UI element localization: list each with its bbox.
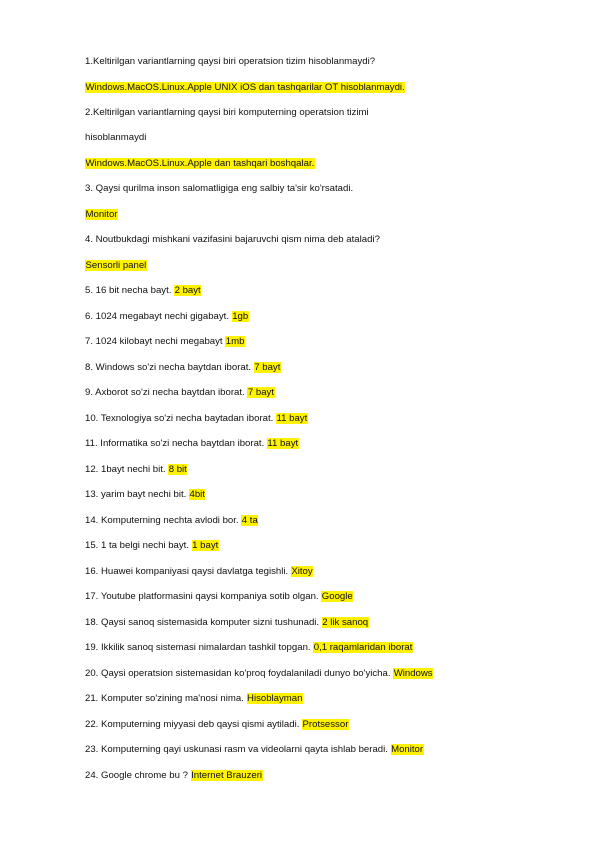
qa-line: [85, 311, 249, 323]
question-text: 6. 1024 megabayt nechi gigabayt.: [85, 311, 232, 322]
qa-line: [85, 515, 258, 527]
question-text: 5. 16 bit necha bayt.: [85, 285, 175, 296]
question-text: 16. Huawei kompaniyasi qaysi davlatga tegishli.: [85, 566, 291, 577]
qa-line: [85, 540, 219, 552]
line-text: 2.Keltirilgan variantlarning qaysi biri komputerning operatsion tizimi: [85, 107, 369, 118]
qa-line: [85, 336, 245, 348]
highlighted-answer: 2 lik sanoq: [322, 617, 369, 628]
qa-line: [85, 413, 308, 425]
qa-line: [85, 387, 275, 399]
qa-line: [85, 285, 201, 297]
highlighted-answer: Windows.MacOS.Linux.Apple dan tashqari boshqalar.: [85, 158, 315, 169]
highlighted-answer: Internet Brauzeri: [191, 770, 263, 781]
highlighted-answer: 7 bayt: [247, 387, 275, 398]
highlighted-answer: 1gb: [232, 311, 249, 322]
highlighted-answer: 2 bayt: [174, 285, 201, 296]
highlighted-answer: Windows.MacOS.Linux.Apple UNIX iOS dan tashqarilar OT hisoblanmaydi.: [85, 82, 405, 93]
question-text: 14. Komputerning nechta avlodi bor.: [85, 515, 242, 526]
text-line: [85, 132, 146, 144]
highlighted-answer: Sensorli panel: [85, 260, 147, 271]
qa-line: [85, 617, 369, 629]
question-text: 8. Windows so'zi necha baytdan iborat.: [85, 362, 254, 373]
qa-line: [85, 770, 263, 782]
qa-line: [85, 744, 424, 756]
answer-line: [85, 82, 405, 94]
highlighted-answer: Protsessor: [302, 719, 349, 730]
text-line: [85, 183, 353, 195]
line-text: 4. Noutbukdagi mishkani vazifasini bajaruvchi qism nima deb ataladi?: [85, 234, 380, 245]
highlighted-answer: Monitor: [391, 744, 424, 755]
question-text: 17. Youtube platformasini qaysi kompaniya sotib olgan.: [85, 591, 322, 602]
qa-line: [85, 362, 281, 374]
question-text: 19. Ikkilik sanoq sistemasi nimalardan tashkil topgan.: [85, 642, 314, 653]
qa-line: [85, 438, 299, 450]
qa-line: [85, 566, 313, 578]
qa-line: [85, 693, 303, 705]
qa-line: [85, 591, 353, 603]
qa-line: [85, 464, 187, 476]
question-text: 24. Google chrome bu ?: [85, 770, 191, 781]
line-text: 1.Keltirilgan variantlarning qaysi biri operatsion tizim hisoblanmaydi?: [85, 56, 376, 67]
answer-line: [85, 260, 147, 272]
question-text: 20. Qaysi operatsion sistemasidan ko'proq foydalaniladi dunyo bo'yicha.: [85, 668, 394, 679]
question-text: 10. Texnologiya so'zi necha baytadan iborat.: [85, 413, 276, 424]
question-text: 15. 1 ta belgi nechi bayt.: [85, 540, 192, 551]
answer-line: [85, 209, 118, 221]
highlighted-answer: Monitor: [85, 209, 118, 220]
qa-line: [85, 642, 413, 654]
question-text: 22. Komputerning miyyasi deb qaysi qismi aytiladi.: [85, 719, 303, 730]
highlighted-answer: Google: [321, 591, 353, 602]
qa-line: [85, 668, 433, 680]
highlighted-answer: Xitoy: [291, 566, 313, 577]
question-text: 11. Informatika so'zi necha baytdan iborat.: [85, 438, 267, 449]
text-line: [85, 234, 380, 246]
question-text: 9. Axborot so'zi necha baytdan iborat.: [85, 387, 248, 398]
question-text: 7. 1024 kilobayt nechi megabayt: [85, 336, 226, 347]
question-text: 12. 1bayt nechi bit.: [85, 464, 169, 475]
line-text: hisoblanmaydi: [85, 132, 147, 143]
highlighted-answer: 11 bayt: [267, 438, 299, 449]
highlighted-answer: 1mb: [225, 336, 245, 347]
qa-line: [85, 719, 349, 731]
text-line: [85, 107, 369, 119]
highlighted-answer: 0,1 raqamlaridan iborat: [313, 642, 413, 653]
line-text: 3. Qaysi qurilma inson salomatligiga eng salbiy ta'sir ko'rsatadi.: [85, 183, 354, 194]
text-line: [85, 56, 375, 68]
qa-line: [85, 489, 205, 501]
highlighted-answer: 11 bayt: [276, 413, 308, 424]
highlighted-answer: 1 bayt: [192, 540, 219, 551]
highlighted-answer: 4bit: [189, 489, 205, 500]
highlighted-answer: 8 bit: [168, 464, 187, 475]
highlighted-answer: 4 ta: [241, 515, 258, 526]
highlighted-answer: Windows: [393, 668, 433, 679]
question-text: 18. Qaysi sanoq sistemasida komputer sizni tushunadi.: [85, 617, 322, 628]
answer-line: [85, 158, 315, 170]
question-text: 13. yarim bayt nechi bit.: [85, 489, 189, 500]
question-text: 21. Komputer so'zining ma'nosi nima.: [85, 693, 247, 704]
highlighted-answer: Hisoblayman: [247, 693, 303, 704]
question-text: 23. Komputerning qayi uskunasi rasm va videolarni qayta ishlab beradi.: [85, 744, 391, 755]
highlighted-answer: 7 bayt: [254, 362, 281, 373]
